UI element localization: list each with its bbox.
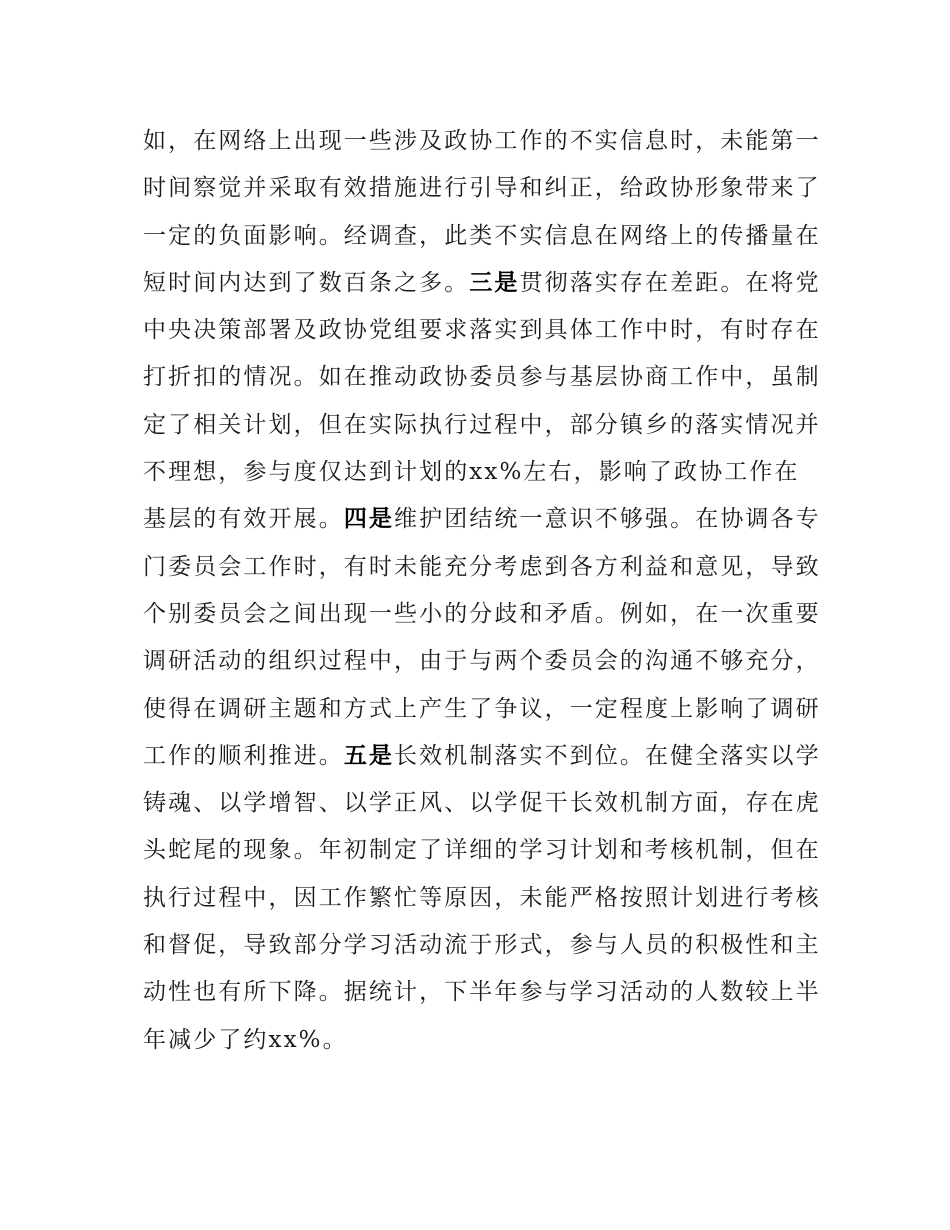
text-segment: 动性也有所下降。据统计，下半年参与学习活动的人数较上半	[143, 979, 821, 1006]
text-segment: 头蛇尾的现象。年初制定了详细的学习计划和考核机制，但在	[143, 837, 821, 864]
text-segment: 如，在网络上出现一些涉及政协工作的不实信息时，未能第一	[143, 128, 821, 154]
text-line	[143, 969, 823, 1016]
text-line	[143, 638, 823, 685]
text-segment: 时间察觉并采取有效措施进行引导和纠正，给政协形象带来了	[143, 175, 821, 202]
text-line	[143, 307, 823, 354]
text-line	[143, 875, 823, 922]
bold-lead-phrase: 五是	[343, 742, 395, 769]
text-line	[143, 686, 823, 733]
text-line	[143, 591, 823, 638]
text-line	[143, 496, 823, 543]
body-paragraph	[143, 118, 823, 1064]
text-segment: 贯彻落实存在差距。在将党	[519, 269, 821, 296]
text-segment: 个别委员会之间出现一些小的分歧和矛盾。例如，在一次重要	[143, 600, 821, 627]
text-segment: 门委员会工作时，有时未能充分考虑到各方利益和意见，导致	[143, 553, 821, 580]
bold-lead-phrase: 四是	[343, 506, 395, 533]
text-segment: 中央决策部署及政协党组要求落实到具体工作中时，有时存在	[143, 317, 821, 344]
text-segment: 和督促，导致部分学习活动流于形式，参与人员的积极性和主	[143, 932, 821, 959]
text-line	[143, 354, 823, 401]
text-line	[143, 733, 823, 780]
text-segment: 使得在调研主题和方式上产生了争议，一定程度上影响了调研	[143, 695, 821, 722]
text-segment: 执行过程中，因工作繁忙等原因，未能严格按照计划进行考核	[143, 884, 821, 911]
text-line	[143, 449, 823, 496]
text-segment: 维护团结统一意识不够强。在协调各专	[394, 506, 821, 533]
text-line	[143, 402, 823, 449]
text-line	[143, 922, 823, 969]
text-line	[143, 118, 823, 165]
text-segment: 定了相关计划，但在实际执行过程中，部分镇乡的落实情况并	[143, 411, 821, 438]
text-line	[143, 780, 823, 827]
text-segment: 一定的负面影响。经调查，此类不实信息在网络上的传播量在	[143, 222, 821, 249]
text-segment: 年减少了约xx%。	[143, 1026, 348, 1053]
text-segment: 长效机制落实不到位。在健全落实以学	[394, 742, 821, 769]
text-segment: 铸魂、以学增智、以学正风、以学促干长效机制方面，存在虎	[143, 790, 821, 817]
text-segment: 打折扣的情况。如在推动政协委员参与基层协商工作中，虽制	[143, 364, 821, 391]
text-segment: 不理想，参与度仅达到计划的xx%左右，影响了政协工作在	[143, 459, 800, 486]
text-segment: 工作的顺利推进。	[143, 742, 344, 769]
text-segment: 调研活动的组织过程中，由于与两个委员会的沟通不够充分，	[143, 648, 821, 675]
text-segment: 基层的有效开展。	[143, 506, 344, 533]
text-line	[143, 260, 823, 307]
bold-lead-phrase: 三是	[469, 269, 520, 296]
text-segment: 短时间内达到了数百条之多。	[143, 269, 470, 296]
text-line	[143, 544, 823, 591]
text-line	[143, 1017, 823, 1064]
text-line	[143, 213, 823, 260]
text-line	[143, 165, 823, 212]
text-line	[143, 827, 823, 874]
